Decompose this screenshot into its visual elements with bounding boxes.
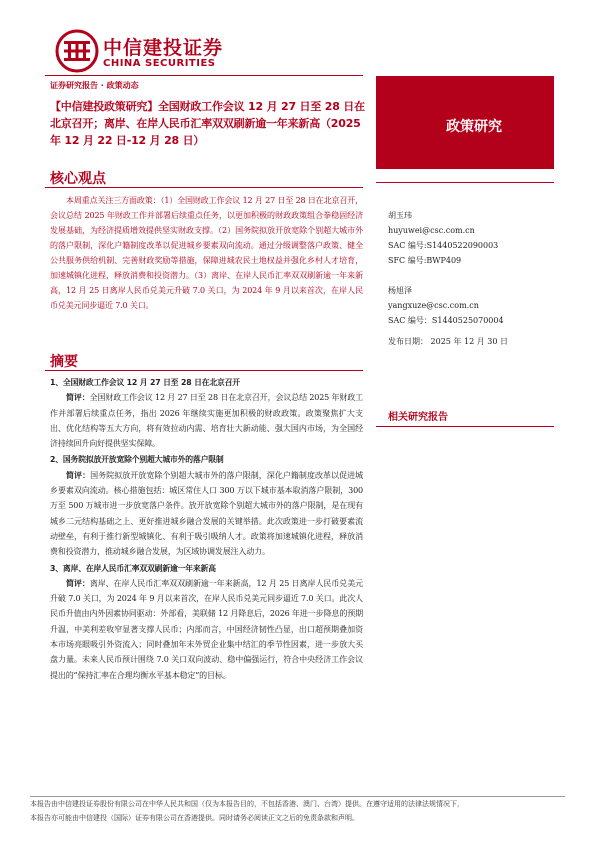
analyst-email[interactable]: huyuwei@csc.com.cn [388, 226, 475, 235]
disclaimer [30, 797, 570, 825]
summary-item-lead: 简评： [66, 392, 90, 403]
summary-item-heading: 2、国务院拟放开放宽除个别超大城市外的落户限制 [50, 455, 224, 465]
disclaimer-line: 本报告由中信建投证券股份有限公司在中华人民共和国（仅为本报告目的，不包括香港、澳门、台湾）提供。在遵守适用的法律法规情况下， [30, 800, 464, 808]
analyst-sac-number: SAC 编号：S1440525070004 [388, 316, 504, 325]
core-viewpoints-paragraph: 本周重点关注三方面政策：（1）全国财政工作会议 12 月 27 日至 28 日在北京召开，会议总结 2025 年财政工作并部署后续重点任务，以更加积极的财政政策组合拳稳固经济发展基础，为经济提质增效提供坚实财政支撑。（2）国务院拟放开放宽除个别超大城市外的落户限制，深化户籍制度改革以促进城乡要素双向流动。通过分级调整落户政策、健全公共服务供给机制、完善财政奖励等措施，保障进城农民土地权益并强化乡村人才培育，加速城镇化进程，释放消费和投资潜力。（3）离岸、在岸人民币汇率双双刷新逾一年来新高，12 月 25 日离岸人民币兑美元升破 7.0 关口，为 2024 年 9 月以来首次，在岸人民币兑美元同步逼近 7.0 关口。 [50, 196, 363, 310]
summary-body [50, 374, 363, 683]
analyst-email[interactable]: yangxuze@csc.com.cn [388, 301, 479, 310]
header-divider [45, 75, 363, 76]
logo-chinese-name: 中信建投证券 [103, 37, 224, 59]
right-column-divider [376, 182, 554, 183]
publish-date: 发布日期： 2025 年 12 月 30 日 [388, 337, 508, 346]
summary-item-lead: 简评： [66, 469, 91, 480]
core-viewpoints-divider [45, 187, 363, 188]
summary-item-text: 全国财政工作会议 12 月 27 日至 28 日在北京召开，会议总结 2025 年财政工作并部署后续重点任务，指出 2026 年继续实施更加积极的财政政策。政策聚焦扩大支出、优化结构等五大方向，将有效拉动内需、培育壮大新动能、强大国内市场，为全国经济持续回升向好提供坚实保障。 [50, 393, 363, 449]
summary-item-text: 国务院拟放开放宽除个别超大城市外的落户限制，深化户籍制度改革以促进城乡要素双向流动。核心措施包括：城区常住人口 300 万以下城市基本取消落户限制，300 万至 500 万城市进一步放宽落户条件。放开放宽除个别超大城市外的落户限制，是在现有城乡二元结构基础之上、更好推进城乡融合发展的关键举措。此次政策进一步打破要素流动壁垒，有利于推行新型城镇化、有利于吸引吸纳人才。政策将加速城镇化进程，释放消费和投资潜力，推动城乡融合发展，为区域协调发展注入动力。 [50, 470, 363, 557]
analyst-info [388, 208, 558, 349]
analyst-name: 胡玉玮 [388, 211, 412, 220]
category-banner [376, 76, 554, 169]
summary-item-paragraph [50, 468, 363, 560]
related-reports-divider [376, 426, 554, 427]
category-banner-label: 政策研究 [446, 119, 502, 135]
logo-english-name: CHINA SECURITIES [103, 58, 216, 69]
report-type-label: 证券研究报告 · 政策动态 [50, 81, 139, 90]
report-title: 【中信建投政策研究】全国财政工作会议 12 月 27 日至 28 日在北京召开；离岸、在岸人民币汇率双双刷新逾一年来新高（2025 年 12 月 22 日-12 月 28 日） [50, 100, 365, 147]
summary-item-paragraph [50, 576, 363, 683]
summary-item-heading: 3、离岸、在岸人民币汇率双双刷新逾一年来新高 [50, 563, 216, 573]
summary-item-heading: 1、全国财政工作会议 12 月 27 日至 28 日在北京召开 [50, 378, 240, 387]
related-reports-heading: 相关研究报告 [388, 412, 448, 423]
analyst-sfc-number: SFC 编号:BWP409 [388, 256, 462, 265]
core-viewpoints-heading: 核心观点 [50, 171, 106, 187]
china-securities-logo-icon [55, 29, 99, 73]
analyst-sac-number: SAC 编号:S1440522090003 [388, 241, 499, 250]
summary-heading: 摘要 [50, 354, 78, 370]
core-viewpoints-text [50, 193, 363, 313]
company-logo [55, 29, 224, 73]
summary-item-text: 离岸、在岸人民币汇率双双刷新逾一年来新高，12 月 25 日离岸人民币兑美元升破 7.0 关口，为 2024 年 9 月以来首次，在岸人民币兑美元同步逼近 7.0 关口。此次人民币升值由内外因素协同驱动：外部看，美联储 12 月降息后，2026 年进一步降息的预期升温，中美利差收窄显著支撑人民币；内部而言，中国经济韧性凸显，出口超预期叠加资本市场亮眼吸引外资流入；同时叠加年末外贸企业集中结汇的季节性因素，进一步放大买盘力量。未来人民币预计围绕 7.0 关口双向波动、稳中偏强运行，符合中央经济工作会议提出的“保持汇率在合理均衡水平基本稳定”的目标。 [50, 578, 363, 680]
disclaimer-line: 本报告亦可能由中信建投（国际）证券有限公司在香港提供。同时请务必阅读正文之后的免责条款和声明。 [30, 814, 359, 822]
analyst-name: 杨旭泽 [388, 286, 412, 295]
summary-item-paragraph [50, 390, 363, 451]
summary-item-lead: 简评： [66, 577, 90, 588]
summary-divider [45, 370, 363, 371]
